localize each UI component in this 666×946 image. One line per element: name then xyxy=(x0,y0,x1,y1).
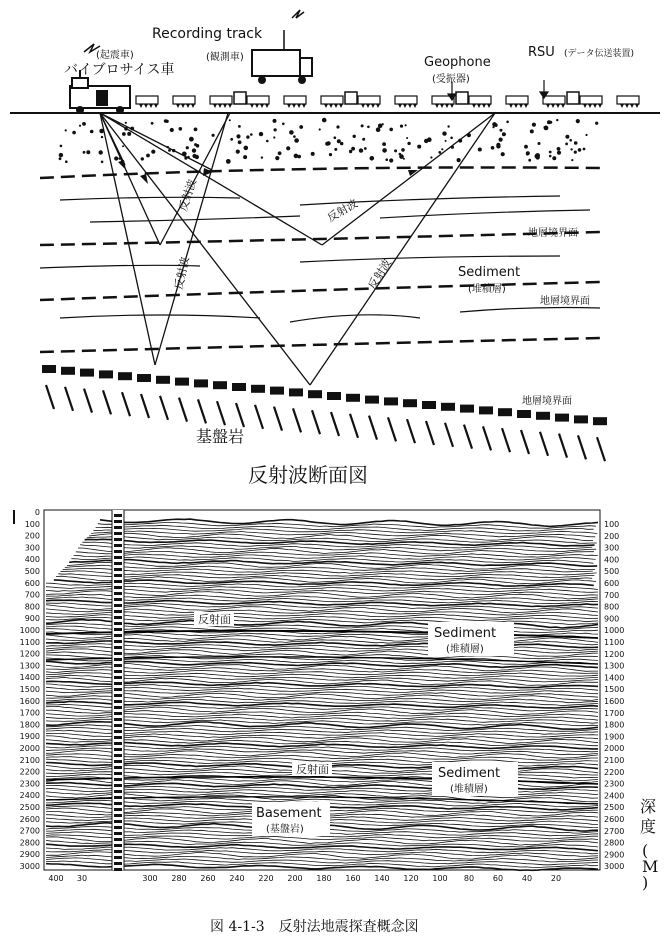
x-tick: 280 xyxy=(171,874,187,883)
depth-tick-right: 3000 xyxy=(604,862,625,872)
shallow-layer-dots xyxy=(59,118,599,164)
x-tick: 100 xyxy=(432,874,448,883)
depth-tick-left: 2100 xyxy=(19,755,40,765)
depth-tick-right: 1700 xyxy=(604,708,625,718)
section-sediment1-label: Sediment xyxy=(434,626,497,641)
depth-tick-left: 1400 xyxy=(19,673,40,683)
depth-tick-left: 300 xyxy=(24,543,40,553)
reflect-wave-label-1: 反射波 xyxy=(176,177,200,213)
depth-tick-left: 1000 xyxy=(19,626,40,635)
x-axis-ticks xyxy=(48,874,561,883)
sediment-label: Sediment xyxy=(458,265,521,280)
recording-jp-label: (観測車) xyxy=(206,52,244,63)
depth-tick-left: 0 xyxy=(34,508,40,517)
depth-tick-right: 1600 xyxy=(604,697,625,706)
x-tick: 240 xyxy=(229,874,245,883)
reflect-wave-label-4: 反射波 xyxy=(365,256,395,292)
depth-tick-left: 2800 xyxy=(19,838,40,848)
boundary-label-2: 地層境界面 xyxy=(540,296,590,307)
geophone-label: Geophone xyxy=(424,55,491,70)
depth-tick-right: 2600 xyxy=(604,815,625,824)
depth-tick-left: 1800 xyxy=(19,720,40,730)
vehicle-sub-label: (起震車) xyxy=(96,50,134,61)
depth-tick-left: 2700 xyxy=(19,826,40,836)
depth-tick-right: 1500 xyxy=(604,685,625,695)
figure-caption: 図 4-1-3 反射法地震探査概念図 xyxy=(210,919,419,935)
depth-tick-left: 2400 xyxy=(19,791,40,801)
basement-label: 基盤岩 xyxy=(196,427,245,446)
depth-tick-left: 1200 xyxy=(19,649,40,659)
depth-axis-title: 深度 xyxy=(640,797,657,836)
depth-tick-right: 900 xyxy=(604,614,620,624)
depth-tick-left: 100 xyxy=(24,519,40,529)
depth-tick-right: 2200 xyxy=(604,767,625,777)
section-sediment2-label: Sediment xyxy=(438,766,501,781)
seismic-section xyxy=(14,508,658,892)
depth-tick-left: 1900 xyxy=(19,732,40,742)
depth-tick-left: 900 xyxy=(24,614,40,624)
depth-axis-right xyxy=(604,520,624,871)
depth-axis-left xyxy=(20,508,40,871)
x-tick: 180 xyxy=(316,874,332,883)
recording-track-label: Recording track xyxy=(152,26,263,42)
x-tick: 160 xyxy=(345,874,361,883)
diagram-title: 反射波断面図 xyxy=(248,463,368,487)
depth-tick-left: 1500 xyxy=(19,685,40,694)
depth-tick-right: 2700 xyxy=(604,826,625,836)
x-tick: 220 xyxy=(258,874,274,883)
depth-tick-left: 1700 xyxy=(19,708,40,718)
geophone-array xyxy=(136,92,639,108)
ray-arrowheads xyxy=(118,160,418,184)
depth-tick-left: 2500 xyxy=(19,803,40,812)
geophone-jp-label: (受振器) xyxy=(432,74,470,85)
section-reflect-label-1: 反射面 xyxy=(198,613,231,626)
depth-tick-left: 3000 xyxy=(19,862,40,871)
depth-tick-right: 2400 xyxy=(604,791,625,801)
depth-tick-right: 2300 xyxy=(604,779,625,789)
depth-tick-left: 1300 xyxy=(19,661,40,671)
vertical-trace-strip xyxy=(112,510,124,871)
depth-tick-right: 1400 xyxy=(604,673,625,683)
depth-tick-right: 500 xyxy=(604,567,620,577)
depth-tick-left: 2200 xyxy=(19,767,40,777)
boundary-label-3: 地層境界面 xyxy=(522,396,572,407)
depth-tick-right: 2800 xyxy=(604,838,625,848)
depth-tick-left: 800 xyxy=(24,602,40,612)
depth-tick-right: 300 xyxy=(604,543,620,553)
section-sediment1-jp: (堆積層) xyxy=(446,644,484,655)
x-tick: 20 xyxy=(550,874,562,883)
depth-tick-right: 1100 xyxy=(604,638,625,647)
reflect-wave-label-3: 反射波 xyxy=(172,255,192,291)
rsu-label: RSU xyxy=(528,45,555,60)
section-sediment2-jp: (堆積層) xyxy=(450,784,488,795)
sediment-strata-lines xyxy=(40,196,600,322)
depth-tick-right: 1900 xyxy=(604,732,625,742)
depth-tick-right: 800 xyxy=(604,602,620,612)
depth-tick-left: 1100 xyxy=(19,637,40,647)
x-tick: 140 xyxy=(374,874,390,883)
depth-tick-left: 1600 xyxy=(19,696,40,706)
reflect-wave-label-2: 反射波 xyxy=(325,196,361,225)
depth-tick-right: 600 xyxy=(604,579,620,588)
depth-tick-right: 700 xyxy=(604,590,620,600)
depth-tick-right: 1300 xyxy=(604,661,625,671)
depth-tick-left: 200 xyxy=(24,531,40,541)
depth-tick-right: 2900 xyxy=(604,850,625,860)
depth-tick-left: 2300 xyxy=(19,779,40,789)
x-tick: 120 xyxy=(403,874,419,883)
depth-tick-right: 400 xyxy=(604,555,620,565)
depth-tick-right: 2000 xyxy=(604,744,625,754)
section-basement-label: Basement xyxy=(256,806,322,821)
x-tick: 300 xyxy=(142,874,158,883)
vehicle-main-label: バイブロサイス車 xyxy=(64,62,175,78)
depth-tick-left: 2900 xyxy=(19,850,40,860)
depth-tick-left: 400 xyxy=(24,555,40,565)
depth-tick-left: 600 xyxy=(24,578,40,588)
depth-tick-right: 1800 xyxy=(604,720,625,730)
depth-tick-left: 500 xyxy=(24,567,40,576)
layer-boundaries xyxy=(40,167,600,352)
boundary-label-1: 地層境界面 xyxy=(528,228,578,239)
x-tick: 60 xyxy=(492,874,504,883)
sediment-jp-label: (堆積層) xyxy=(468,284,506,295)
depth-tick-right: 100 xyxy=(604,520,620,529)
x-tick: 400 xyxy=(48,874,64,883)
x-tick: 80 xyxy=(463,874,475,883)
depth-tick-left: 700 xyxy=(24,590,40,600)
x-tick: 260 xyxy=(200,874,216,883)
depth-tick-right: 2500 xyxy=(604,803,625,813)
depth-tick-right: 200 xyxy=(604,531,620,541)
depth-tick-left: 2600 xyxy=(19,814,40,824)
schematic-diagram xyxy=(10,10,660,487)
depth-tick-right: 1200 xyxy=(604,649,625,659)
x-tick: 30 xyxy=(76,874,88,883)
section-basement-jp: (基盤岩) xyxy=(266,824,304,835)
depth-tick-left: 2000 xyxy=(19,744,40,753)
depth-tick-right: 1000 xyxy=(604,626,625,636)
section-reflect-label-2: 反射面 xyxy=(296,763,329,776)
x-tick: 200 xyxy=(287,874,303,883)
rsu-jp-label: (データ伝送装置) xyxy=(564,49,635,59)
depth-tick-right: 2100 xyxy=(604,756,625,765)
depth-axis-unit: ( M ) xyxy=(642,841,659,892)
x-tick: 40 xyxy=(521,874,533,883)
